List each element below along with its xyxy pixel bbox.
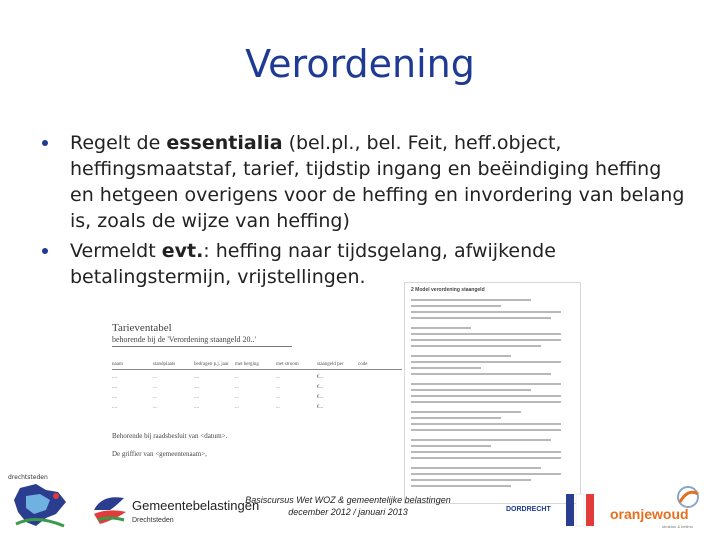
- greeked-text-line: [411, 411, 521, 413]
- tariff-table-header: [112, 362, 402, 370]
- table-cell: ....: [112, 385, 117, 390]
- greeked-text-line: [411, 423, 561, 425]
- greeked-text-line: [411, 457, 561, 459]
- tariff-header-cell: met stroom: [276, 362, 299, 367]
- greeked-text-line: [411, 305, 501, 307]
- greeked-text-line: [411, 467, 541, 469]
- table-cell: €...: [317, 395, 324, 400]
- bullet-text-post: (bel.pl., bel. Feit, heff.object, heffingsmaatstaf, tarief, tijdstip ingang en beëindiging heffing en hetgeen overigens voor de heffing en invordering van belang is, zoals de wijze van heffing): [70, 132, 685, 232]
- greeked-text-line: [411, 417, 501, 419]
- gb-emblem-icon: [90, 490, 130, 530]
- table-cell: ...: [153, 385, 157, 390]
- oranjewoud-logo-sub: strukton & bellmo: [662, 524, 693, 529]
- footer-line-1: Basiscursus Wet WOZ & gemeentelijke belastingen: [245, 495, 451, 505]
- greeked-text-line: [411, 485, 511, 487]
- map-logo-label: drechtsteden: [8, 474, 48, 481]
- greeked-text-line: [411, 429, 561, 431]
- greeked-text-line: [411, 401, 561, 403]
- table-row: [112, 385, 402, 390]
- tariff-title: Tarieventabel: [112, 322, 172, 334]
- table-cell: €...: [317, 385, 324, 390]
- table-cell: ...: [276, 395, 280, 400]
- bullet-text-pre: Regelt de: [70, 132, 167, 154]
- table-cell: ...: [153, 405, 157, 410]
- table-cell: ...: [276, 375, 280, 380]
- table-cell: ....: [112, 395, 117, 400]
- greeked-text-line: [411, 339, 561, 341]
- gemeentebelastingen-logo: [90, 490, 260, 532]
- table-cell: ...: [153, 395, 157, 400]
- table-cell: ....: [112, 405, 117, 410]
- greeked-text-line: [411, 373, 551, 375]
- greeked-text-line: [411, 317, 551, 319]
- bullet-dot: [42, 140, 48, 146]
- greeked-text-line: [411, 299, 531, 301]
- tariff-header-cell: bedragen p.j. jaar: [194, 362, 229, 367]
- tariff-header-cell: code: [358, 362, 368, 367]
- bullet-text-post: : heffing naar tijdsgelang, afwijkende betalingstermijn, vrijstellingen.: [70, 240, 556, 288]
- bullet-text-bold: essentialia: [166, 132, 283, 154]
- greeked-text-line: [411, 355, 511, 357]
- tariff-document-image: [112, 322, 402, 472]
- table-cell: ....: [194, 375, 199, 380]
- table-cell: ...: [276, 385, 280, 390]
- oranjewoud-logo: [606, 484, 716, 534]
- bullet-dot: [42, 248, 48, 254]
- footer-line-2: december 2012 / januari 2013: [288, 507, 408, 517]
- greeked-text-line: [411, 367, 481, 369]
- tariff-table: [112, 362, 402, 410]
- greeked-text-line: [411, 361, 561, 363]
- greeked-text-line: [411, 311, 561, 313]
- flag-icon: [562, 490, 598, 530]
- dordrecht-logo-label: DORDRECHT: [506, 506, 551, 513]
- bullet-text-pre: Vermeldt: [70, 240, 162, 262]
- greeked-text-line: [411, 473, 561, 475]
- gb-logo-sub: Drechtsteden: [132, 517, 174, 524]
- table-cell: ....: [194, 405, 199, 410]
- table-cell: ...: [235, 395, 239, 400]
- greeked-text-line: [411, 451, 561, 453]
- bullet-text-bold: evt.: [161, 240, 204, 262]
- tariff-header-cell: standplaats: [153, 362, 176, 367]
- greeked-text-line: [411, 445, 491, 447]
- article-heading: 2 Model verordening staangeld: [411, 287, 485, 293]
- tariff-subtitle: behorende bij de 'Verordening staangeld 20..': [112, 335, 292, 347]
- drechtsteden-map-logo: [6, 474, 74, 534]
- bullet-list: [40, 130, 690, 294]
- table-cell: ...: [276, 405, 280, 410]
- greeked-text-line: [411, 389, 531, 391]
- tariff-header-cell: staangeld per: [317, 362, 344, 367]
- footer-caption: [244, 494, 452, 518]
- tariff-header-cell: met berging: [235, 362, 259, 367]
- flag-logo: [562, 490, 598, 530]
- greeked-text-line: [411, 345, 541, 347]
- table-cell: ....: [194, 385, 199, 390]
- table-cell: ....: [112, 375, 117, 380]
- map-icon: [6, 474, 74, 534]
- table-cell: ....: [194, 395, 199, 400]
- table-row: [112, 405, 402, 410]
- table-cell: €...: [317, 375, 324, 380]
- oranjewoud-logo-label: oranjewoud: [610, 506, 689, 522]
- table-cell: ...: [235, 405, 239, 410]
- greeked-text-line: [411, 333, 561, 335]
- greeked-text-line: [411, 439, 551, 441]
- bullet-item: [40, 130, 690, 234]
- signature-line: Behorende bij raadsbesluit van <datum>.: [112, 432, 228, 440]
- article-document-image: [404, 282, 581, 504]
- tariff-header-cell: naam: [112, 362, 123, 367]
- greeked-text-line: [411, 327, 471, 329]
- greeked-text-line: [411, 383, 561, 385]
- table-row: [112, 395, 402, 400]
- greeked-text-line: [411, 479, 531, 481]
- table-row: [112, 375, 402, 380]
- table-cell: ...: [153, 375, 157, 380]
- table-cell: €...: [317, 405, 324, 410]
- table-cell: ...: [235, 375, 239, 380]
- bullet-item: [40, 238, 690, 290]
- slide-title: Verordening: [245, 42, 475, 86]
- clerk-line: De griffier van <gemeentenaam>,: [112, 450, 207, 458]
- gb-logo-name: Gemeentebelastingen: [132, 498, 260, 513]
- greeked-text-line: [411, 395, 561, 397]
- table-cell: ...: [235, 385, 239, 390]
- dordrecht-logo: [506, 500, 556, 522]
